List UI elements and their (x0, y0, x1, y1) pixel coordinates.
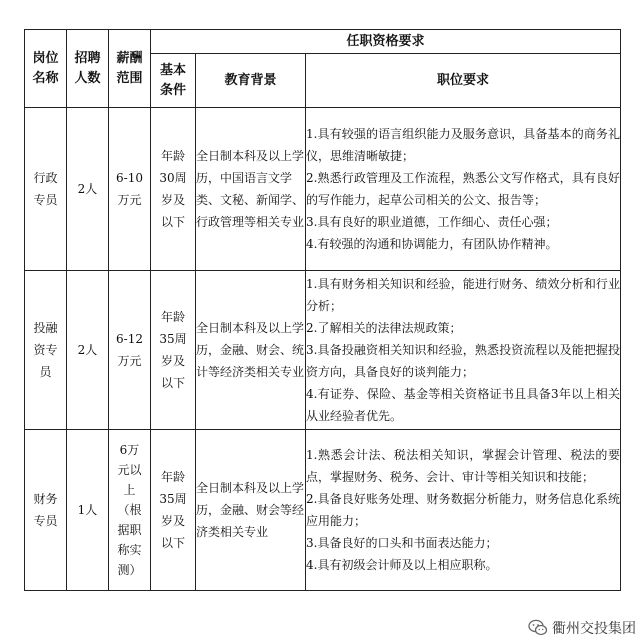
header-position: 岗位 名称 (25, 30, 67, 108)
header-recruit-count: 招聘 人数 (67, 30, 109, 108)
basic-conditions: 年龄 35周 岁及 以下 (151, 271, 196, 430)
education-background: 全日制本科及以上学历，中国语言文学类、文秘、新闻学、行政管理等相关专业 (196, 108, 306, 271)
job-requirements: 1.熟悉会计法、税法相关知识，掌握会计管理、税法的要点，掌握财务、税务、会计、审计等相关知识和技能； 2.具备良好账务处理、财务数据分析能力，财务信息化系统应用能力； 3.具备良好的口头和书面表达能力； 4.具有初级会计师及以上相应职称。 (306, 430, 621, 591)
watermark-text: 衢州交投集团 (552, 621, 636, 637)
table-row (25, 271, 621, 430)
job-requirements: 1.具有较强的语言组织能力及服务意识，具备基本的商务礼仪，思维清晰敏捷； 2.熟悉行政管理及工作流程，熟悉公文写作格式，具有良好的写作能力，起草公司相关的公文、报告等； 3.具有良好的职业道德，工作细心、责任心强； 4.有较强的沟通和协调能力，有团队协作精神。 (306, 108, 621, 271)
position-name: 财务 专员 (25, 430, 67, 591)
position-name: 投融 资专 员 (25, 271, 67, 430)
salary-range: 6万 元以 上 （根 据职 称实 测） (109, 430, 151, 591)
recruit-count: 2人 (67, 108, 109, 271)
header-salary-range: 薪酬 范围 (109, 30, 151, 108)
education-background: 全日制本科及以上学历，金融、财会、统计等经济类相关专业 (196, 271, 306, 430)
header-row-1 (25, 30, 621, 54)
watermark (528, 618, 636, 638)
job-requirements: 1.具有财务相关知识和经验，能进行财务、绩效分析和行业分析； 2.了解相关的法律法规政策； 3.具备投融资相关知识和经验，熟悉投资流程以及能把握投资方向，具备良好的谈判能力； 4.有证券、保险、基金等相关资格证书且具备3年以上相关从业经验者优先。 (306, 271, 621, 430)
header-basic-conditions: 基本 条件 (151, 54, 196, 108)
recruit-count: 1人 (67, 430, 109, 591)
education-background: 全日制本科及以上学历，金融、财会等经济类相关专业 (196, 430, 306, 591)
salary-range: 6-10 万元 (109, 108, 151, 271)
header-job-requirements: 职位要求 (306, 54, 621, 108)
basic-conditions: 年龄 30周 岁及 以下 (151, 108, 196, 271)
salary-range: 6-12 万元 (109, 271, 151, 430)
recruit-count: 2人 (67, 271, 109, 430)
recruitment-table (24, 29, 621, 591)
basic-conditions: 年龄 35周 岁及 以下 (151, 430, 196, 591)
position-name: 行政 专员 (25, 108, 67, 271)
header-qualification: 任职资格要求 (151, 30, 621, 54)
table-row (25, 108, 621, 271)
wechat-logo-icon (528, 619, 548, 637)
table-row (25, 430, 621, 591)
header-education: 教育背景 (196, 54, 306, 108)
